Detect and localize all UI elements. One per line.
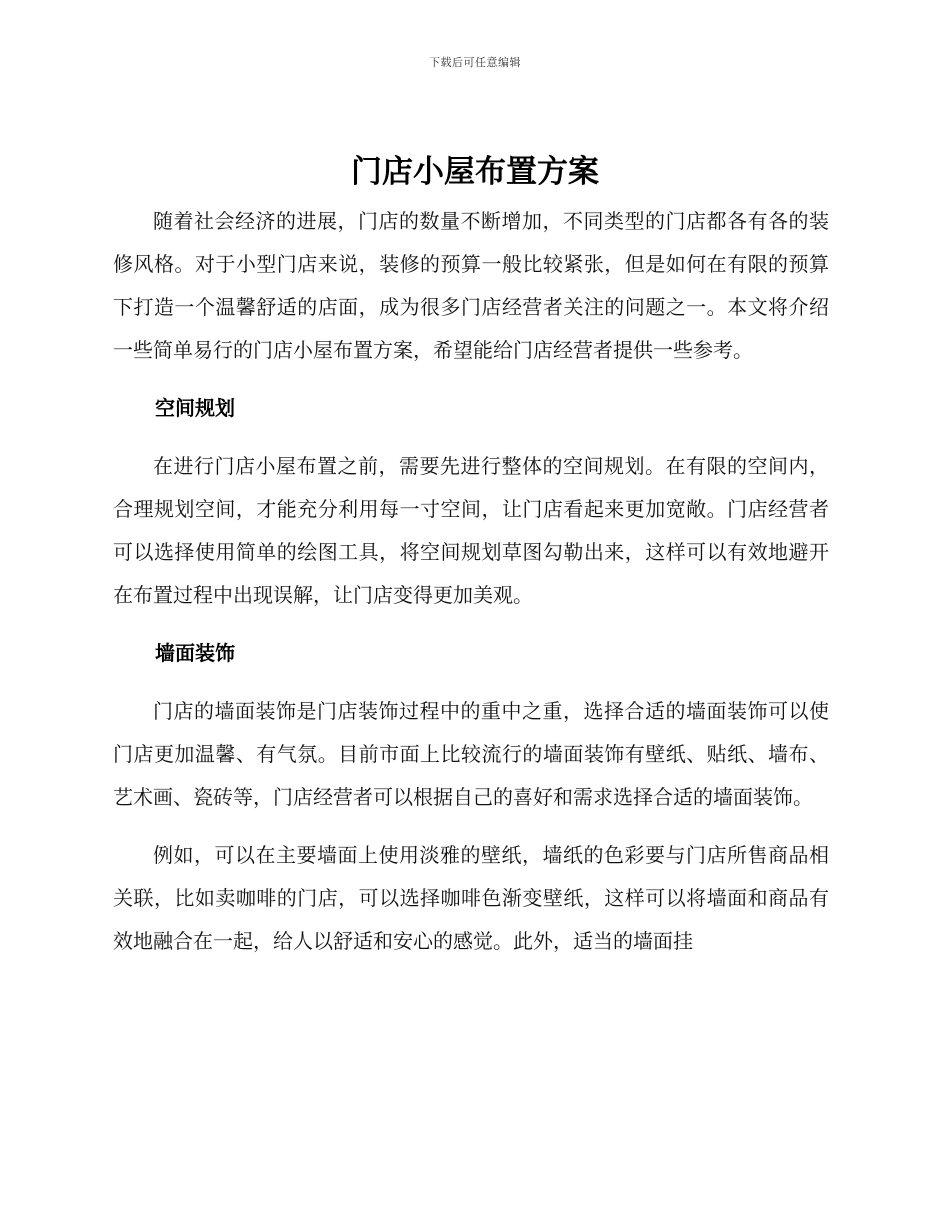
section-heading-wall-decoration: 墙面装饰: [155, 641, 235, 665]
wall-decoration-paragraph-1: 门店的墙面装饰是门店装饰过程中的重中之重，选择合适的墙面装饰可以使门店更加温馨、有气氛。目前市面上比较流行的墙面装饰有壁纸、贴纸、墙布、艺术画、瓷砖等，门店经营者可以根据自己的喜好和需求选择合适的墙面装饰。: [113, 699, 829, 809]
space-planning-paragraph: 在进行门店小屋布置之前，需要先进行整体的空间规划。在有限的空间内，合理规划空间，才能充分利用每一寸空间，让门店看起来更加宽敞。门店经营者可以选择使用简单的绘图工具，将空间规划草图勾勒出来，这样可以有效地避开在布置过程中出现误解，让门店变得更加美观。: [113, 454, 829, 607]
intro-paragraph: 随着社会经济的进展，门店的数量不断增加，不同类型的门店都各有各的装修风格。对于小型门店来说，装修的预算一般比较紧张，但是如何在有限的预算下打造一个温馨舒适的店面，成为很多门店经营者关注的问题之一。本文将介绍一些简单易行的门店小屋布置方案，希望能给门店经营者提供一些参考。: [113, 209, 829, 362]
wall-decoration-paragraph-2: 例如，可以在主要墙面上使用淡雅的壁纸，墙纸的色彩要与门店所售商品相关联，比如卖咖啡的门店，可以选择咖啡色渐变壁纸，这样可以将墙面和商品有效地融合在一起，给人以舒适和安心的感觉。此外，适当的墙面挂: [113, 843, 829, 953]
document-title: 门店小屋布置方案: [351, 154, 599, 190]
document-body: [113, 200, 829, 963]
section-heading-space-planning: 空间规划: [155, 396, 235, 420]
page-header-note: 下载后可任意编辑: [429, 56, 521, 69]
